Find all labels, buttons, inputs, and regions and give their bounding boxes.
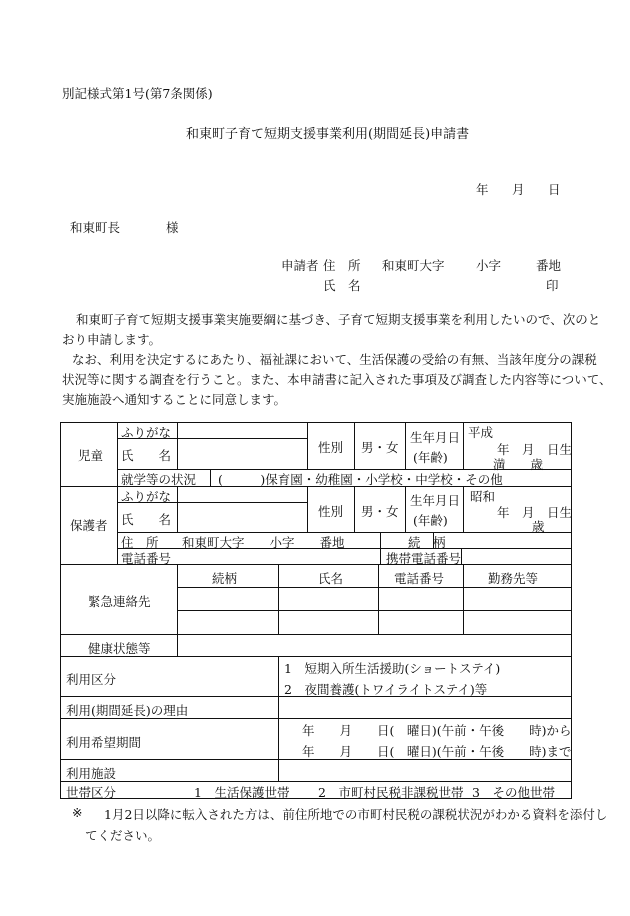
child-gender-options[interactable]: 男・女 [361,440,399,455]
date-month: 月 [512,182,525,197]
applicant-label: 申請者 [281,258,319,273]
guardian-section-label: 保護者 [70,518,108,533]
note-mark: ※ [72,805,83,820]
period-label: 利用希望期間 [66,735,142,750]
guardian-gender-label: 性別 [318,504,344,519]
usage-option-short-stay[interactable]: 1 短期入所生活援助(ショートステイ) [284,661,501,676]
guardian-mobile-label: 携帯電話番号 [386,551,462,566]
guardian-era: 昭和 [470,489,496,504]
date-year: 年 [476,182,489,197]
guardian-dob-value[interactable]: 年 月 日生 [497,505,573,520]
facility-label: 利用施設 [66,766,117,781]
child-name-label: 氏 名 [121,448,172,463]
applicant-koaza: 小字 [476,258,502,273]
emergency-header-relation: 続柄 [212,571,238,586]
guardian-name-label: 氏 名 [121,512,172,527]
guardian-dob-label: 生年月日 [410,493,461,508]
child-furigana-input[interactable] [180,424,304,437]
date-day: 日 [548,182,561,197]
form-id: 別記様式第1号(第7条関係) [62,86,213,101]
child-furigana-label: ふりがな [121,425,172,440]
child-age-value[interactable]: 満 歳 [493,457,544,472]
emergency-header-name: 氏名 [318,571,344,586]
child-dob-value[interactable]: 年 月 日生 [497,442,573,457]
period-from[interactable]: 年 月 日( 曜日)(午前・午後 時)から [302,723,572,738]
applicant-seal: 印 [546,278,559,293]
child-name-input[interactable] [180,441,304,467]
child-dob-label: 生年月日 [410,430,461,445]
emergency-header-phone: 電話番号 [394,571,445,586]
usage-option-twilight-stay[interactable]: 2 夜間養護(トワイライトステイ)等 [284,682,488,697]
note-line2: てください。 [85,828,161,843]
household-label: 世帯区分 [66,785,117,800]
child-school-label: 就学等の状況 [121,472,197,487]
body-p1-line1: 和東町子育て短期支援事業実施要綱に基づき、子育て短期支援事業を利用したいので、次のと [76,312,601,327]
guardian-address-value[interactable]: 和東町大字 小字 番地 [182,535,345,550]
emergency-header-workplace: 勤務先等 [488,571,539,586]
child-school-value[interactable]: ( )保育園・幼稚園・小学校・中学校・その他 [218,472,503,487]
body-p2-line1: なお、利用を決定するにあたり、福祉課において、生活保護の受給の有無、当該年度分の課税 [72,352,597,367]
page-title: 和東町子育て短期支援事業利用(期間延長)申請書 [186,127,470,142]
body-p2-line2: 状況等に関する調査を行うこと。また、本申請書に記入された事項及び調査した内容等について、 [62,372,612,387]
guardian-furigana-input[interactable] [180,488,304,501]
applicant-address-value: 和東町大字 [382,258,445,273]
body-p1-line2: おり申請します。 [62,332,162,347]
note-line1: 1月2日以降に転入された方は、前住所地での市町村民税の課税状況がわかる資料を添付し [104,807,608,822]
applicant-name-label: 氏 名 [323,278,361,293]
guardian-age-value[interactable]: 歳 [532,519,545,534]
guardian-gender-options[interactable]: 男・女 [361,504,399,519]
child-era: 平成 [468,425,494,440]
applicant-address-label: 住 所 [323,258,361,273]
child-section-label: 児童 [78,448,104,463]
usage-type-label: 利用区分 [66,672,117,687]
health-label: 健康状態等 [88,641,151,656]
applicant-banchi: 番地 [536,258,562,273]
guardian-phone-label: 電話番号 [121,551,172,566]
addressee-name: 和東町長 [70,220,121,235]
child-gender-label: 性別 [318,440,344,455]
guardian-name-input[interactable] [180,505,304,531]
guardian-relation-label: 続 柄 [408,535,446,550]
household-option-nontaxable[interactable]: 2 市町村民税非課税世帯 [318,785,464,800]
addressee-honorific: 様 [166,220,179,235]
emergency-section-label: 緊急連絡先 [88,594,151,609]
child-age-label: (年齢) [413,450,448,465]
guardian-age-label: (年齢) [413,513,448,528]
guardian-address-label: 住 所 [121,535,159,550]
body-p2-line3: 実施施設へ通知することに同意します。 [62,392,287,407]
guardian-furigana-label: ふりがな [121,489,172,504]
reason-label: 利用(期間延長)の理由 [66,703,189,718]
household-option-welfare[interactable]: 1 生活保護世帯 [194,785,290,800]
period-to[interactable]: 年 月 日( 曜日)(午前・午後 時)まで [302,744,572,759]
household-option-other[interactable]: 3 その他世帯 [472,785,555,800]
